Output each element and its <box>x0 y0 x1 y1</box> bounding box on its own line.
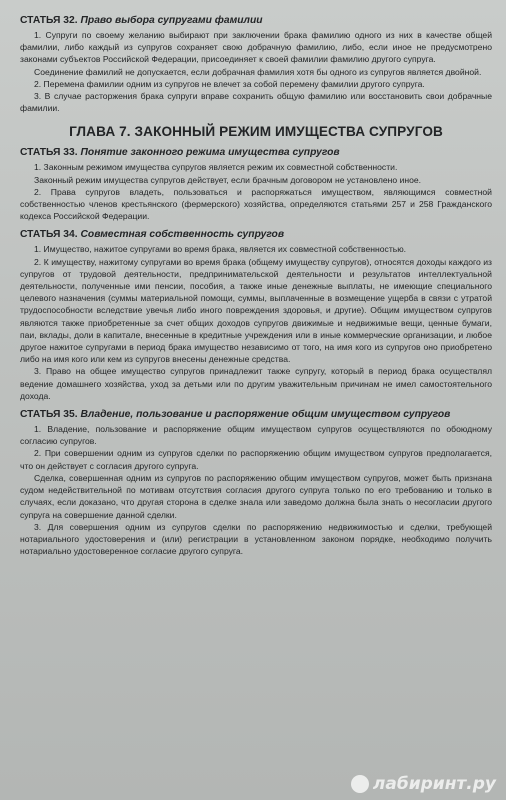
article-33-title <box>20 146 492 159</box>
article-34-para-1: 1. Имущество, нажитое супругами во время брака, является их совместной собственностью. <box>34 244 407 255</box>
article-32-para-3: 2. Перемена фамилии одним из супругов не влечет за собой перемену фамилии другого супруга. <box>34 78 425 89</box>
article-33-para-2: Законный режим имущества супругов действует, если брачным договором не установлено иное. <box>34 174 422 185</box>
article-34-title <box>20 228 492 241</box>
article-34-number: СТАТЬЯ 34. <box>20 229 78 241</box>
article-35-para-3: Сделка, совершенная одним из супругов по распоряжению общим имуществом супругов, может быть признана судом недействительной по мотивам отсутствия согласия другого супруга только по его требованию и только в случаях, если доказано, что другая сторона в сделке знала или заведомо должна была знать о несогласии другого супруга на совершение данной сделки. <box>20 472 492 520</box>
chapter-7-heading: ГЛАВА 7. ЗАКОННЫЙ РЕЖИМ ИМУЩЕСТВА СУПРУГОВ <box>69 124 443 140</box>
article-32-para-2: Соединение фамилий не допускается, если добрачная фамилия хотя бы одного из супругов является двойной. <box>34 66 482 77</box>
labirint-watermark <box>351 774 496 794</box>
article-35-title <box>20 408 492 421</box>
article-34-para-3: 3. Право на общее имущество супругов принадлежит также супругу, который в период брака осуществлял ведение домашнего хозяйства, уход за детьми или по другим уважительным причинам не имел самостоятельного дохода. <box>20 366 492 401</box>
article-33-name: Понятие законного режима имущества супругов <box>80 147 340 159</box>
article-33-para-1: 1. Законным режимом имущества супругов является режим их совместной собственности. <box>34 162 398 173</box>
article-35-number: СТАТЬЯ 35. <box>20 409 78 421</box>
article-33-number: СТАТЬЯ 33. <box>20 147 78 159</box>
article-33-para-3: 2. Права супругов владеть, пользоваться и распоряжаться имуществом, являющимся совместной собственностью членов крестьянского (фермерского) хозяйства, определяются статьями 257 и 258 Гражданского кодекса Российской Федерации. <box>20 186 492 222</box>
article-34-para-2: 2. К имуществу, нажитому супругами во время брака (общему имуществу супругов), относятся доходы каждого из супругов от трудовой деятельности, предпринимательской деятельности и результатов интеллектуальной деятельности, полученные ими пенсии, пособия, а также иные денежные выплаты, не имеющие специального целевого назначения (суммы материальной помощи, суммы, выплаченные в возмещение ущерба в связи с утратой трудоспособности вследствие увечья либо иного повреждения здоровья, и другие). Общим имуществом супругов являются также приобретенные за счет общих доходов супругов движимые и недвижимые вещи, ценные бумаги, паи, вклады, доли в капитале, внесенные в кредитные учреждения или в иные коммерческие организации, и любое другое нажитое супругами в период брака имущество независимо от того, на имя кого из супругов оно приобретено либо на имя кого или кем из супругов внесены денежные средства. <box>20 256 492 365</box>
article-35-para-2: 2. При совершении одним из супругов сделки по распоряжению общим имуществом супругов предполагается, что он действует с согласия другого супруга. <box>20 448 492 471</box>
page-content <box>20 8 492 557</box>
article-32-title <box>20 14 492 27</box>
article-32-para-4: 3. В случае расторжения брака супруги вправе сохранить общую фамилию или восстановить свои добрачные фамилии. <box>20 91 492 114</box>
labirint-logo-icon <box>351 775 369 793</box>
article-32-name: Право выбора супругами фамилии <box>80 15 263 26</box>
article-32-number: СТАТЬЯ 32. <box>20 15 78 26</box>
article-35-name: Владение, пользование и распоряжение общим имуществом супругов <box>80 409 451 421</box>
article-35-para-4: 3. Для совершения одним из супругов сделки по распоряжению недвижимостью и сделки, требующей нотариального удостоверения и (или) регистрации в установленном законом порядке, необходимо получить нотариально удостоверенное согласие другого супруга. <box>20 521 492 557</box>
article-32-para-1: 1. Супруги по своему желанию выбирают при заключении брака фамилию одного из них в качестве общей фамилии, либо каждый из супругов сохраняет свою добрачную фамилию, либо, если иное не предусмотрено законами субъектов Российской Федерации, присоединяет к своей фамилии фамилию другого супруга. <box>20 30 492 65</box>
article-35-para-1: 1. Владение, пользование и распоряжение общим имуществом супругов осуществляются по обоюдному согласию супругов. <box>20 424 492 447</box>
article-34-name: Совместная собственность супругов <box>80 229 285 241</box>
watermark-text: лабиринт.ру <box>372 774 496 794</box>
